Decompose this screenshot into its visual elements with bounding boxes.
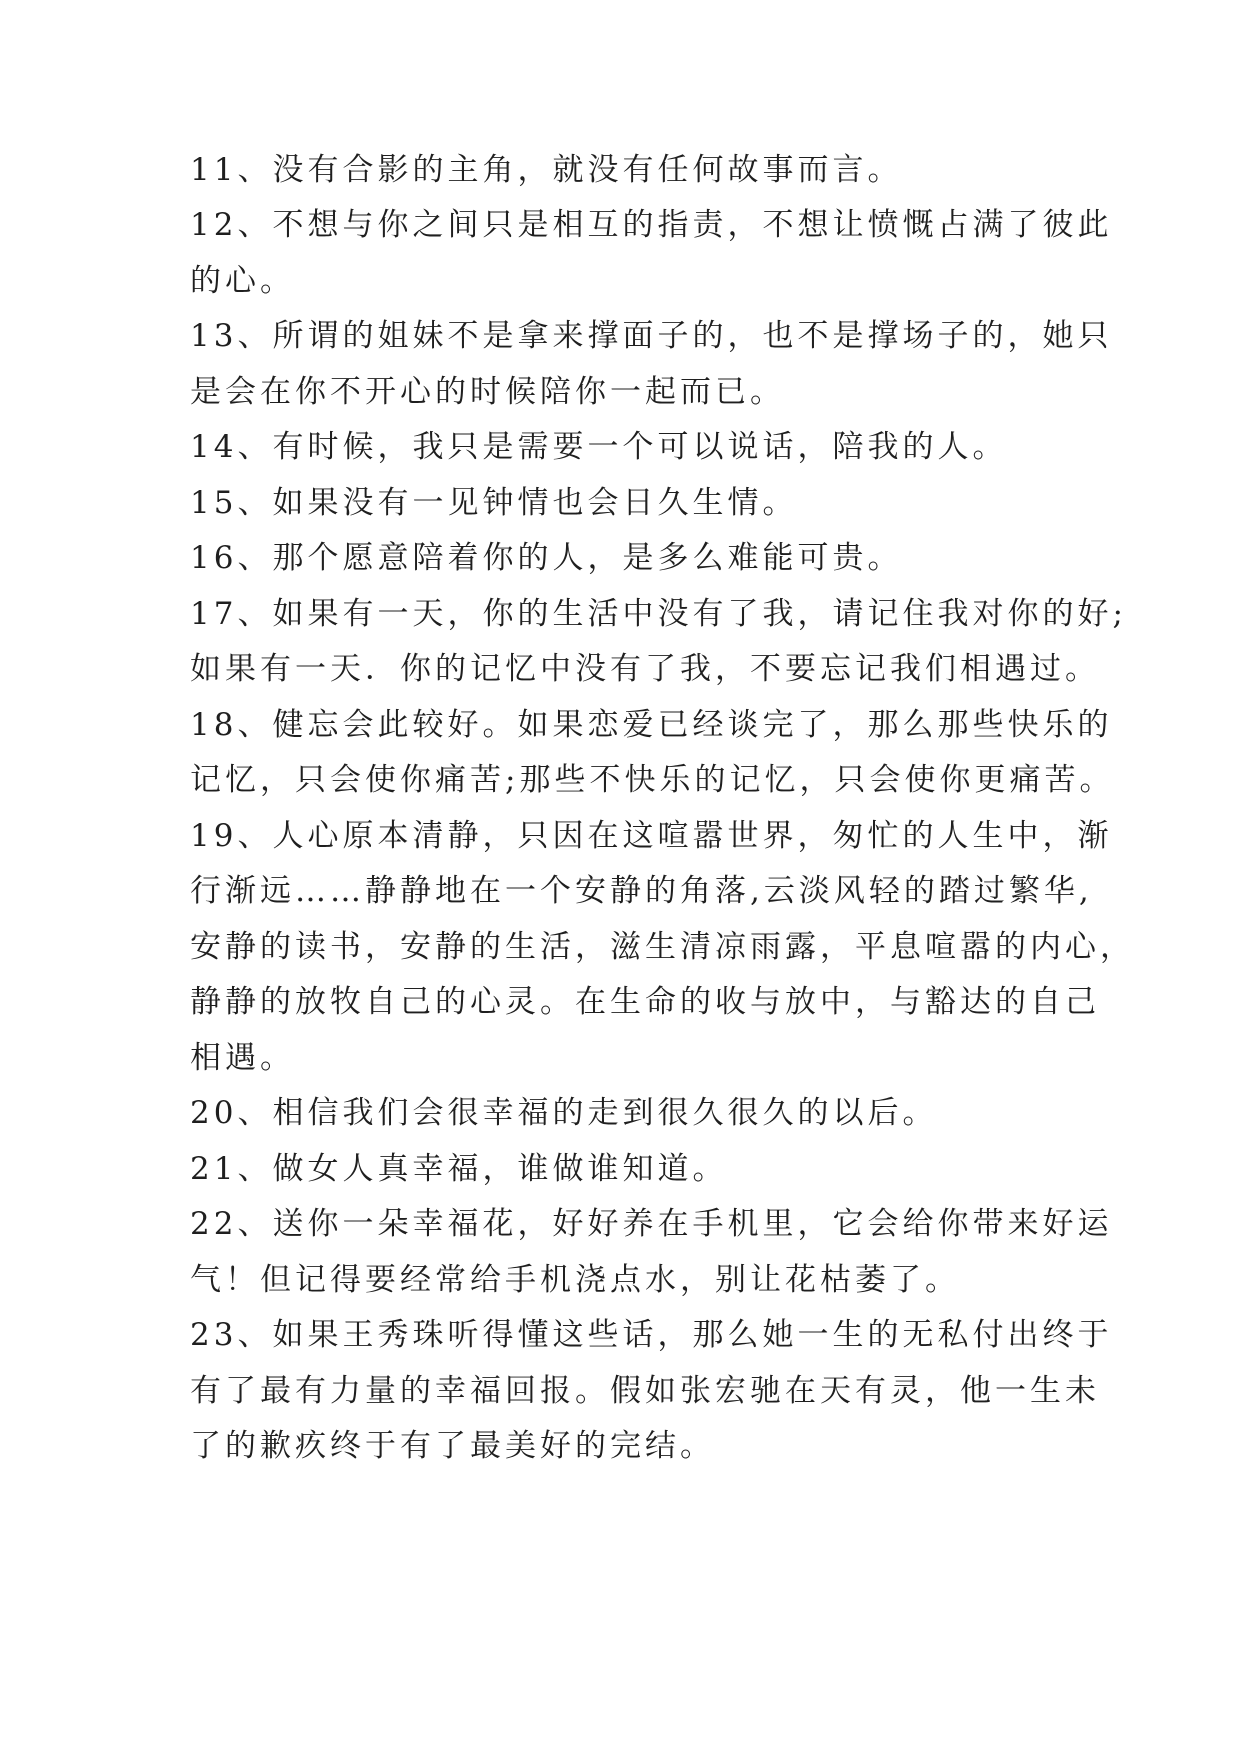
text-line: 14、有时候，我只是需要一个可以说话，陪我的人。: [190, 429, 1008, 465]
text-line: 有了最有力量的幸福回报。假如张宏驰在天有灵，他一生未: [190, 1373, 1100, 1409]
text-line: 20、相信我们会很幸福的走到很久很久的以后。: [190, 1095, 938, 1131]
text-line: 安静的读书，安静的生活，滋生清凉雨露，平息喧嚣的内心，: [190, 929, 1135, 965]
text-line: 记忆，只会使你痛苦;那些不快乐的记忆，只会使你更痛苦。: [190, 762, 1115, 798]
text-line: 了的歉疚终于有了最美好的完结。: [190, 1428, 715, 1464]
text-line: 如果有一天．你的记忆中没有了我，不要忘记我们相遇过。: [190, 651, 1100, 687]
text-line: 19、人心原本清静，只因在这喧嚣世界，匆忙的人生中，渐: [190, 818, 1113, 854]
text-line: 18、健忘会此较好。如果恋爱已经谈完了，那么那些快乐的: [190, 707, 1113, 743]
text-line: 行渐远……静静地在一个安静的角落,云淡风轻的踏过繁华,: [190, 873, 1093, 909]
text-line: 23、如果王秀珠听得懂这些话，那么她一生的无私付出终于: [190, 1317, 1113, 1353]
text-line: 21、做女人真幸福，谁做谁知道。: [190, 1151, 728, 1187]
text-line: 静静的放牧自己的心灵。在生命的收与放中，与豁达的自己: [190, 984, 1100, 1020]
text-line: 气！但记得要经常给手机浇点水，别让花枯萎了。: [190, 1262, 960, 1298]
text-line: 17、如果有一天，你的生活中没有了我，请记住我对你的好;: [190, 596, 1127, 632]
text-line: 16、那个愿意陪着你的人，是多么难能可贵。: [190, 540, 903, 576]
text-line: 相遇。: [190, 1040, 295, 1076]
text-line: 11、没有合影的主角，就没有任何故事而言。: [190, 152, 903, 188]
text-line: 13、所谓的姐妹不是拿来撑面子的，也不是撑场子的，她只: [190, 318, 1113, 354]
text-line: 是会在你不开心的时候陪你一起而已。: [190, 374, 785, 410]
text-line: 12、不想与你之间只是相互的指责，不想让愤慨占满了彼此: [190, 207, 1113, 243]
text-line: 的心。: [190, 263, 295, 299]
text-line: 15、如果没有一见钟情也会日久生情。: [190, 485, 798, 521]
text-line: 22、送你一朵幸福花，好好养在手机里，它会给你带来好运: [190, 1206, 1113, 1242]
